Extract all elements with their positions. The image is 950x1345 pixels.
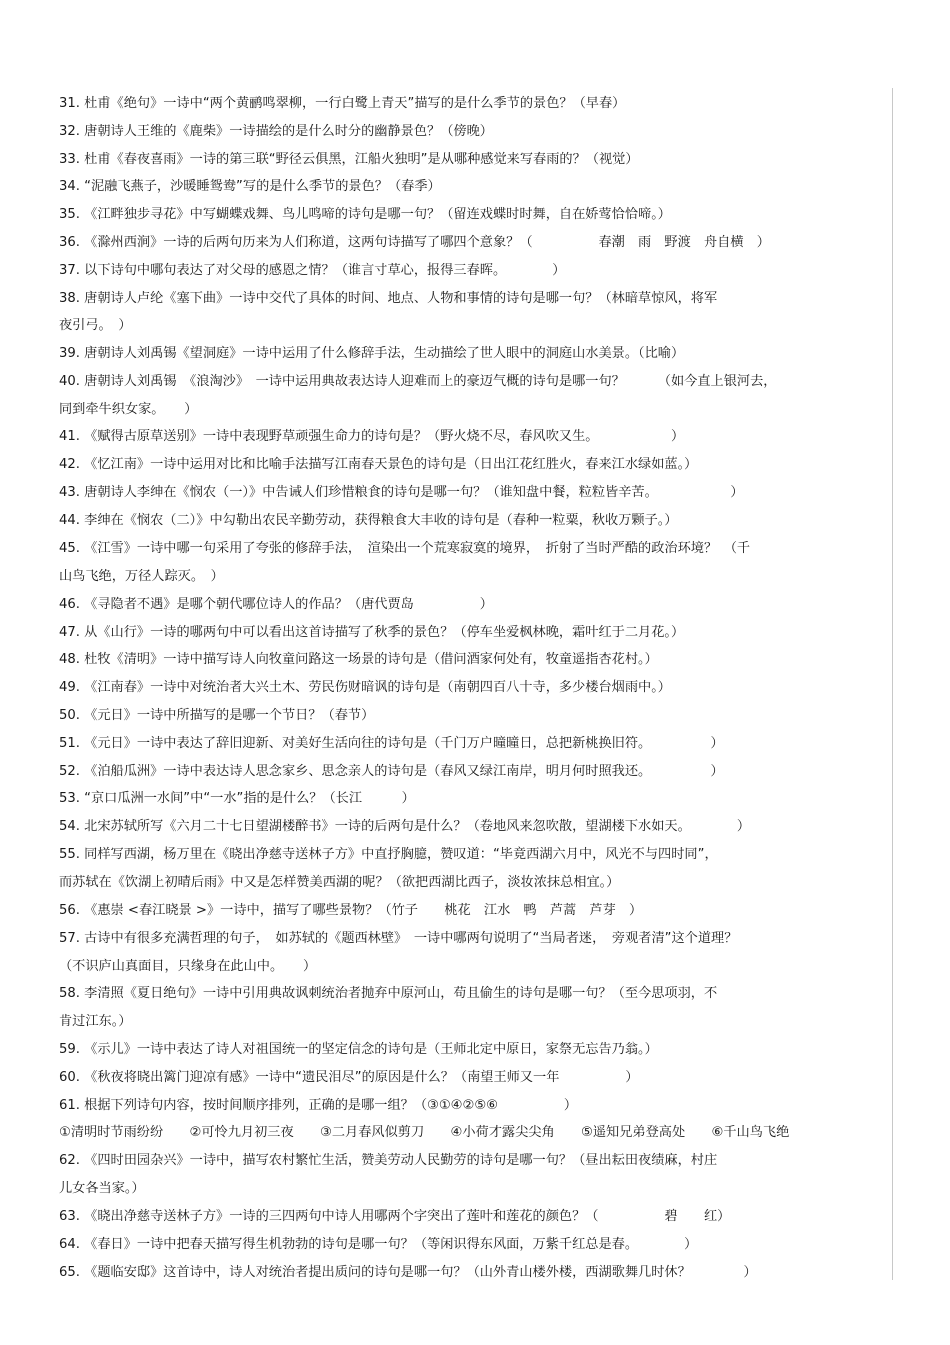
text-line: 51. 《元日》一诗中表达了辞旧迎新、对美好生活向往的诗句是（千门万户曈曈日，总把新桃换旧符。 ） (59, 736, 724, 751)
text-line: 同到牵牛织女家。 ） (59, 402, 198, 417)
text-line: 53. “京口瓜洲一水间”中“一水”指的是什么？（长江 ） (59, 791, 415, 806)
text-line: 35. 《江畔独步寻花》中写蝴蝶戏舞、鸟儿鸣啼的诗句是哪一句？（留连戏蝶时时舞，自在娇莺恰恰啼。） (59, 207, 671, 222)
text-line: 62. 《四时田园杂兴》一诗中，描写农村繁忙生活，赞美劳动人民勤劳的诗句是哪一句？（昼出耘田夜绩麻，村庄 (59, 1153, 718, 1168)
right-margin-rule (892, 88, 893, 1280)
text-line: 61. 根据下列诗句内容，按时间顺序排列，正确的是哪一组？（③①④②⑤⑥ ） (59, 1098, 578, 1113)
text-line: 40. 唐朝诗人刘禹锡 《浪淘沙》 一诗中运用典故表达诗人迎难而上的豪迈气概的诗句是哪一句？ （如今直上银河去， (59, 374, 777, 389)
text-line: 59. 《示儿》一诗中表达了诗人对祖国统一的坚定信念的诗句是（王师北定中原日，家祭无忘告乃翁。） (59, 1042, 658, 1057)
text-line: 儿女各当家。） (59, 1181, 145, 1196)
text-line: 65. 《题临安邸》这首诗中，诗人对统治者提出质问的诗句是哪一句？（山外青山楼外楼，西湖歌舞几时休？ ） (59, 1265, 757, 1280)
text-line: 44. 李绅在《悯农（二）》中勾勒出农民辛勤劳动，获得粮食大丰收的诗句是（春种一粒粟，秋收万颗子。） (59, 513, 678, 528)
text-line: 58. 李清照《夏日绝句》一诗中引用典故讽刺统治者抛弃中原河山，苟且偷生的诗句是哪一句？（至今思项羽，不 (59, 986, 718, 1001)
text-line: 39. 唐朝诗人刘禹锡《望洞庭》一诗中运用了什么修辞手法，生动描绘了世人眼中的洞庭山水美景。（比喻） (59, 346, 685, 361)
text-line: 38. 唐朝诗人卢纶《塞下曲》一诗中交代了具体的时间、地点、人物和事情的诗句是哪一句？（林暗草惊风，将军 (59, 291, 718, 306)
text-line: 63. 《晓出净慈寺送林子方》一诗的三四两句中诗人用哪两个字突出了莲叶和莲花的颜色？（ 碧 红） (59, 1209, 731, 1224)
text-line: 52. 《泊船瓜洲》一诗中表达诗人思念家乡、思念亲人的诗句是（春风又绿江南岸，明月何时照我还。 ） (59, 764, 724, 779)
text-line: 64. 《春日》一诗中把春天描写得生机勃勃的诗句是哪一句？（等闲识得东风面，万紫千红总是春。 ） (59, 1237, 698, 1252)
text-line: 57. 古诗中有很多充满哲理的句子， 如苏轼的《题西林壁》 一诗中哪两句说明了“当局者迷， 旁观者清”这个道理？ (59, 931, 738, 946)
text-line: 42. 《忆江南》一诗中运用对比和比喻手法描写江南春天景色的诗句是（日出江花红胜火，春来江水绿如蓝。） (59, 457, 698, 472)
text-line: 54. 北宋苏轼所写《六月二十七日望湖楼醉书》一诗的后两句是什么？（卷地风来忽吹散，望湖楼下水如天。 ） (59, 819, 751, 834)
text-line: 32. 唐朝诗人王维的《鹿柴》一诗描绘的是什么时分的幽静景色？（傍晚） (59, 124, 493, 139)
text-line: 56. 《惠崇 <春江晓景 >》一诗中，描写了哪些景物？（竹子 桃花 江水 鸭 芦蒿 芦芽 ） (59, 903, 643, 918)
text-line: 50. 《元日》一诗中所描写的是哪一个节日？（春节） (59, 708, 375, 723)
text-line: 肯过江东。） (59, 1014, 132, 1029)
text-line: 37. 以下诗句中哪句表达了对父母的感恩之情？（谁言寸草心，报得三春晖。 ） (59, 263, 566, 278)
text-line: 49. 《江南春》一诗中对统治者大兴土木、劳民伤财暗讽的诗句是（南朝四百八十寺，多少楼台烟雨中。） (59, 680, 671, 695)
text-line: 而苏轼在《饮湖上初晴后雨》中又是怎样赞美西湖的呢？（欲把西湖比西子，淡妆浓抹总相宜。） (59, 875, 620, 890)
text-line: 34. “泥融飞燕子，沙暖睡鸳鸯”写的是什么季节的景色？（春季） (59, 179, 441, 194)
text-line: 46. 《寻隐者不遇》是哪个朝代哪位诗人的作品？（唐代贾岛 ） (59, 597, 493, 612)
text-line: 36. 《滁州西涧》一诗的后两句历来为人们称道，这两句诗描写了哪四个意象？（ 春潮 雨 野渡 舟自横 ） (59, 235, 770, 250)
text-line: ①清明时节雨纷纷 ②可怜九月初三夜 ③二月春风似剪刀 ④小荷才露尖尖角 ⑤遥知兄弟登高处 ⑥千山鸟飞绝 (59, 1125, 790, 1140)
text-line: 33. 杜甫《春夜喜雨》一诗的第三联“野径云俱黑，江船火独明”是从哪种感觉来写春雨的？（视觉） (59, 152, 639, 167)
text-line: 41. 《赋得古原草送别》一诗中表现野草顽强生命力的诗句是？（野火烧不尽，春风吹又生。 ） (59, 429, 685, 444)
text-line: 45. 《江雪》一诗中哪一句采用了夸张的修辞手法， 渲染出一个荒寒寂寞的境界， 折射了当时严酷的政治环境？ （千 (59, 541, 751, 556)
text-line: 60. 《秋夜将晓出篱门迎凉有感》一诗中“遗民泪尽”的原因是什么？（南望王师又一年 ） (59, 1070, 639, 1085)
text-line: 55. 同样写西湖，杨万里在《晓出净慈寺送林子方》中直抒胸臆，赞叹道：“毕竟西湖六月中，风光不与四时同”， (59, 847, 718, 862)
text-line: 山鸟飞绝，万径人踪灭。 ） (59, 569, 224, 584)
text-line: 夜引弓。 ） (59, 318, 132, 333)
text-line: 31. 杜甫《绝句》一诗中“两个黄鹂鸣翠柳，一行白鹭上青天”描写的是什么季节的景色？（早春） (59, 96, 626, 111)
text-line: （不识庐山真面目，只缘身在此山中。 ） (59, 959, 317, 974)
text-line: 47. 从《山行》一诗的哪两句中可以看出这首诗描写了秋季的景色？（停车坐爱枫林晚，霜叶红于二月花。） (59, 625, 685, 640)
text-line: 43. 唐朝诗人李绅在《悯农（一）》中告诫人们珍惜粮食的诗句是哪一句？（谁知盘中餐，粒粒皆辛苦。 ） (59, 485, 744, 500)
text-line: 48. 杜牧《清明》一诗中描写诗人向牧童问路这一场景的诗句是（借问酒家何处有，牧童遥指杏花村。） (59, 652, 658, 667)
